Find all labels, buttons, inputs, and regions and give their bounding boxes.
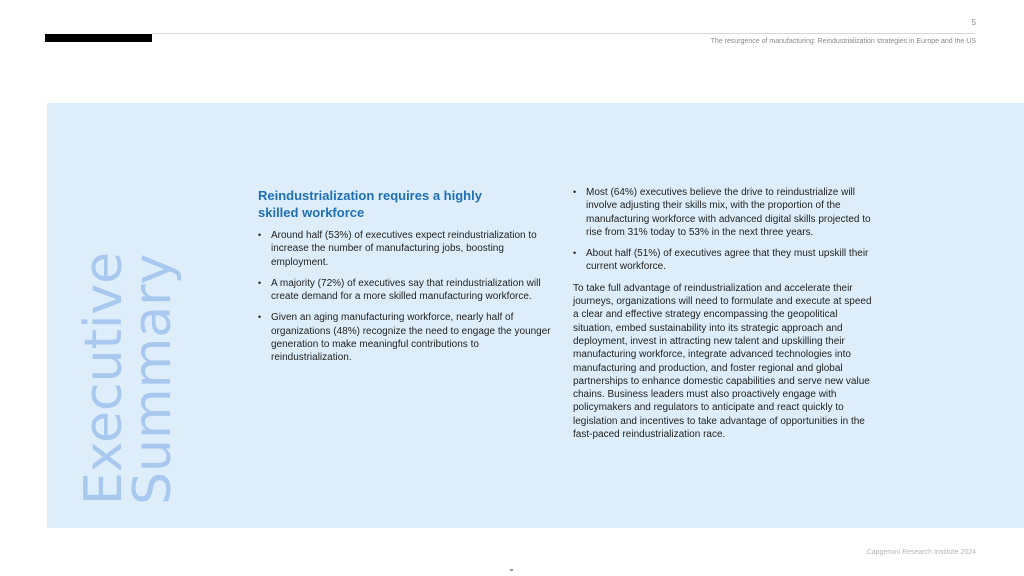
list-item: • About half (51%) of executives agree that they must upskill their current workforce. — [573, 247, 877, 274]
summary-paragraph: To take full advantage of reindustrialization and accelerate their journeys, organizations will need to formulate and execute at speed a clear and effective strategy encompassing the geopolitical situation, embed sustainability into its strategic approach and deployment, invest in attracting new talent and upskilling their manufacturing workforce, integrate advanced technologies into manufacturing and production, and foster regional and global partnerships to enhance domestic capabilities and serve new value chains. Business leaders must also proactively engage with policymakers and regulators to anticipate and react quickly to legislation and incentives to take advantage of opportunities in the fast-paced reindustrialization race. — [573, 282, 872, 441]
left-bullet-list — [258, 229, 558, 365]
document-title: The resurgence of manufacturing: Reindustrialization strategies in Europe and the US — [710, 38, 976, 45]
list-item: • Most (64%) executives believe the drive to reindustrialize will involve adjusting their skills mix, with the proportion of the manufacturing workforce with advanced digital skills projected to rise from 31% today to 53% in the next three years. — [573, 186, 877, 239]
list-item: • Given an aging manufacturing workforce, nearly half of organizations (48%) recognize the need to engage the younger generation to make meaningful contributions to reindustrialization. — [258, 311, 558, 364]
list-item: • Around half (53%) of executives expect reindustrialization to increase the number of manufacturing jobs, boosting employment. — [258, 229, 558, 269]
header-accent-bar — [45, 34, 152, 42]
section-heading: Reindustrialization requires a highly skilled workforce — [258, 188, 482, 220]
header-rule — [152, 33, 976, 34]
left-column — [258, 187, 558, 373]
page-number: 5 — [971, 18, 976, 27]
page-marker — [510, 569, 513, 571]
executive-summary-title — [74, 251, 183, 505]
side-title-line-2: Summary — [123, 253, 183, 505]
right-column — [573, 186, 877, 441]
footer-credit: Capgemini Research Institute 2024 — [866, 549, 976, 556]
side-title-line-1: Executive — [74, 251, 134, 505]
list-item: • A majority (72%) of executives say that reindustrialization will create demand for a more skilled manufacturing workforce. — [258, 277, 558, 304]
right-bullet-list — [573, 186, 877, 274]
